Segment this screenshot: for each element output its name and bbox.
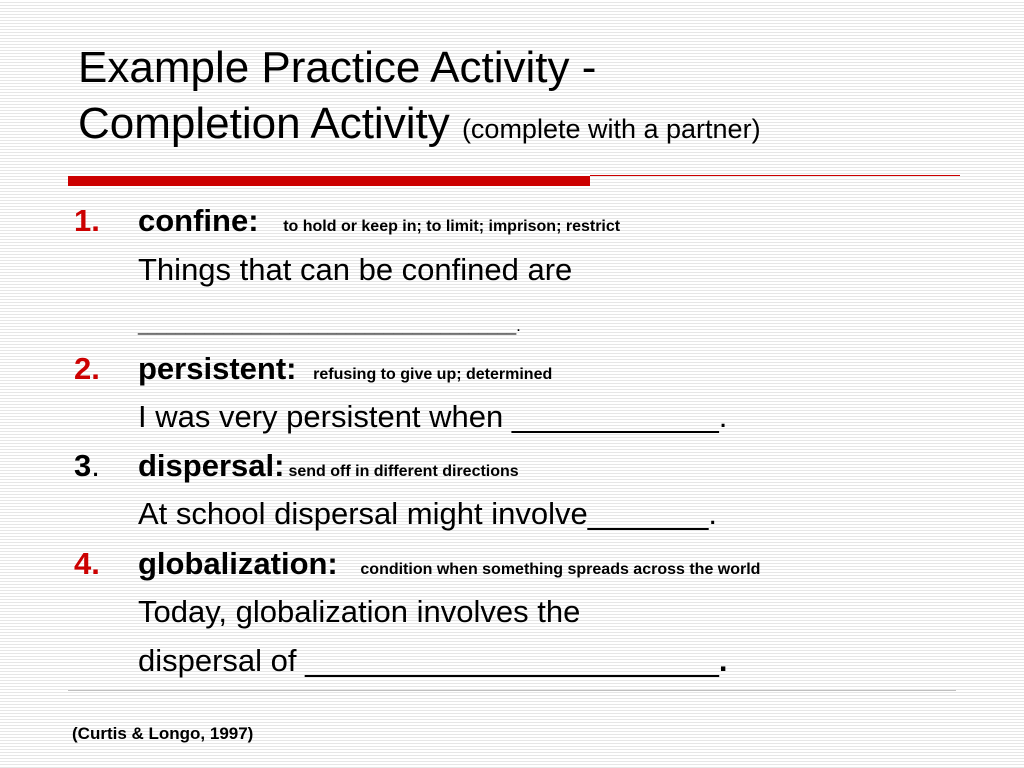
item-3-term-line xyxy=(138,446,519,492)
item-3-number xyxy=(74,446,100,486)
slide-title xyxy=(78,40,978,157)
item-4-final-line xyxy=(138,641,728,681)
title-subtitle: (complete with a partner) xyxy=(461,114,761,144)
item-2-number: 2. xyxy=(74,351,100,386)
item-4-term: globalization: xyxy=(138,546,338,581)
title-line-2: Completion Activity xyxy=(78,99,450,148)
footer-divider xyxy=(68,690,956,691)
item-2-term: persistent: xyxy=(138,351,297,386)
item-1-term: confine: xyxy=(138,203,259,238)
item-1-blank-line: ________________________________________. xyxy=(138,316,521,335)
item-3-number-digit: 3 xyxy=(74,448,92,483)
item-3-definition: send off in different directions xyxy=(288,463,519,480)
item-4-final-text: dispersal of ________________________ xyxy=(138,643,719,678)
item-2-term-line xyxy=(138,349,552,395)
item-1-sentence: Things that can be confined are xyxy=(138,252,573,287)
item-2-sentence: I was very persistent when ____________. xyxy=(138,399,728,434)
item-4-definition: condition when something spreads across the world xyxy=(360,561,761,578)
citation: (Curtis & Longo, 1997) xyxy=(72,724,254,743)
item-2-definition: refusing to give up; determined xyxy=(313,366,553,383)
title-underline-thin xyxy=(590,175,960,176)
title-line-1: Example Practice Activity - xyxy=(78,43,597,92)
item-4-term-line xyxy=(138,544,760,590)
title-underline-thick xyxy=(68,176,590,186)
item-4-sentence: Today, globalization involves the xyxy=(138,594,581,629)
item-3-number-dot: . xyxy=(91,448,100,483)
item-4-final-period: . xyxy=(718,643,728,678)
item-1-definition: to hold or keep in; to limit; imprison; restrict xyxy=(283,218,621,235)
item-4-number: 4. xyxy=(74,546,100,581)
item-3-term: dispersal: xyxy=(138,448,285,483)
item-1-term-line xyxy=(138,201,620,247)
item-3-sentence: At school dispersal might involve_______. xyxy=(138,496,718,531)
item-1-number: 1. xyxy=(74,203,100,238)
